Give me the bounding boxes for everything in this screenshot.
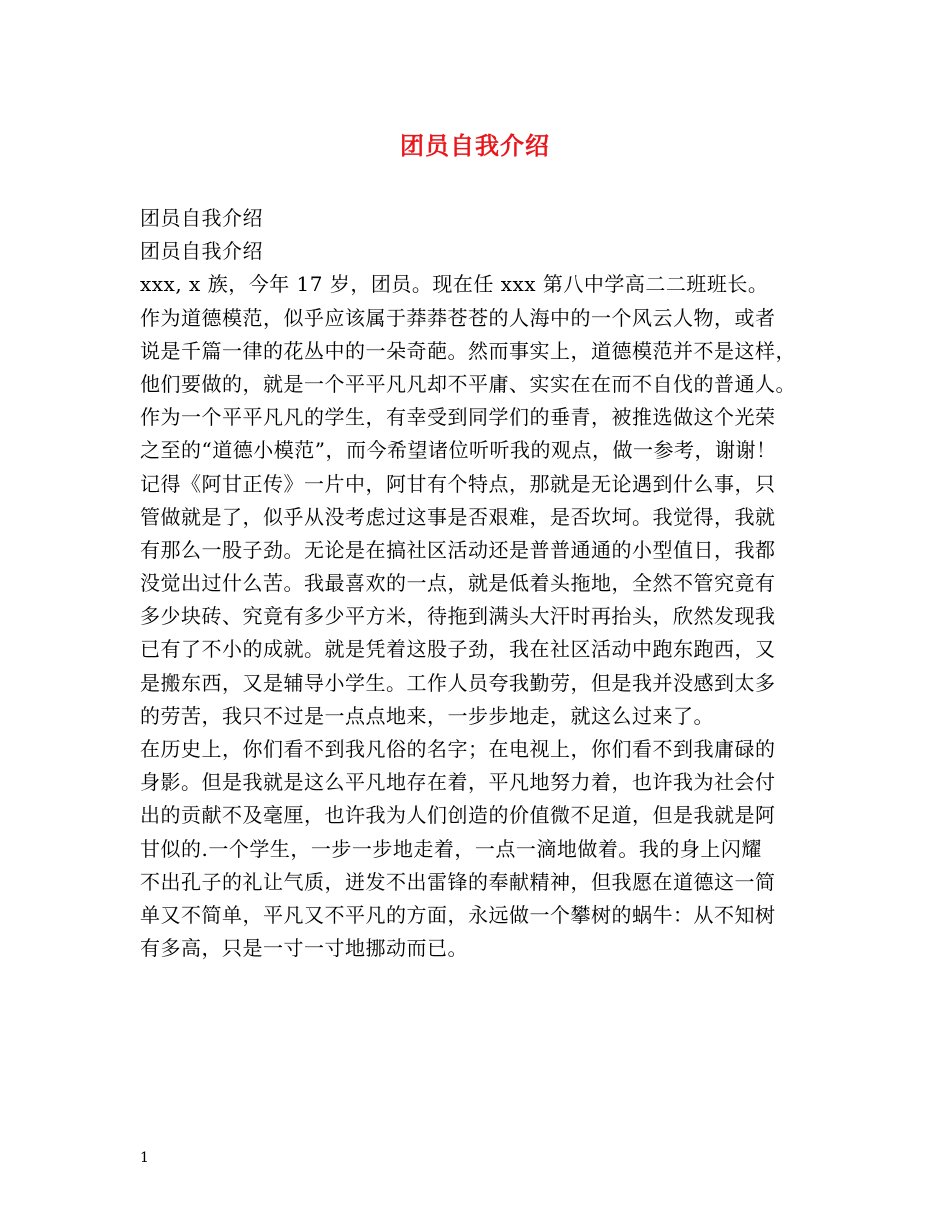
body-line: 身影。但是我就是这么平凡地存在着，平凡地努力着，也许我为社会付	[140, 770, 776, 795]
body-line: 甘似的.一个学生，一步一步地走着，一点一滴地做着。我的身上闪耀	[140, 836, 762, 861]
body-line: 已有了不小的成就。就是凭着这股子劲，我在社区活动中跑东跑西，又	[140, 637, 776, 662]
body-line: 的劳苦，我只不过是一点点地来，一步步地走，就这么过来了。	[140, 703, 714, 728]
body-line: 出的贡献不及毫厘，也许我为人们创造的价值微不足道，但是我就是阿	[140, 803, 776, 828]
document-body	[140, 202, 820, 965]
body-line: 管做就是了，似乎从没考虑过这事是否艰难，是否坎坷。我觉得，我就	[140, 504, 776, 529]
body-line: 多少块砖、究竟有多少平方米，待拖到满头大汗时再抬头，欣然发现我	[140, 604, 776, 629]
body-line: 没觉出过什么苦。我最喜欢的一点，就是低着头拖地，全然不管究竟有	[140, 571, 776, 596]
document-title: 团员自我介绍	[400, 131, 550, 160]
page-number: 1	[140, 1150, 149, 1166]
body-line: xxx, x 族，今年 17 岁，团员。现在任 xxx 第八中学高二二班班长。	[140, 272, 769, 297]
body-line: 作为一个平平凡凡的学生，有幸受到同学们的垂青，被推选做这个光荣	[140, 405, 776, 430]
body-line: 有多高，只是一寸一寸地挪动而已。	[140, 936, 468, 961]
body-line: 在历史上，你们看不到我凡俗的名字；在电视上，你们看不到我庸碌的	[140, 737, 776, 761]
body-line: 之至的“道德小模范”，而今希望诸位听听我的观点，做一参考，谢谢！	[140, 438, 777, 463]
body-line: 单又不简单，平凡又不平凡的方面，永远做一个攀树的蜗牛：从不知树	[140, 902, 776, 927]
body-line: 团员自我介绍	[140, 239, 263, 264]
body-line: 团员自我介绍	[140, 206, 263, 230]
body-line: 记得《阿甘正传》一片中，阿甘有个特点，那就是无论遇到什么事，只	[140, 471, 776, 496]
body-line: 不出孔子的礼让气质，迸发不出雷锋的奉献精神，但我愿在道德这一简	[140, 869, 776, 894]
body-line: 说是千篇一律的花丛中的一朵奇葩。然而事实上，道德模范并不是这样，	[140, 338, 796, 363]
body-line: 他们要做的，就是一个平平凡凡却不平庸、实实在在而不自伐的普通人。	[140, 371, 796, 396]
body-line: 作为道德模范，似乎应该属于莽莽苍苍的人海中的一个风云人物，或者	[140, 305, 776, 330]
body-line: 有那么一股子劲。无论是在搞社区活动还是普普通通的小型值日，我都	[140, 537, 776, 562]
body-line: 是搬东西，又是辅导小学生。工作人员夸我勤劳，但是我并没感到太多	[140, 670, 776, 695]
